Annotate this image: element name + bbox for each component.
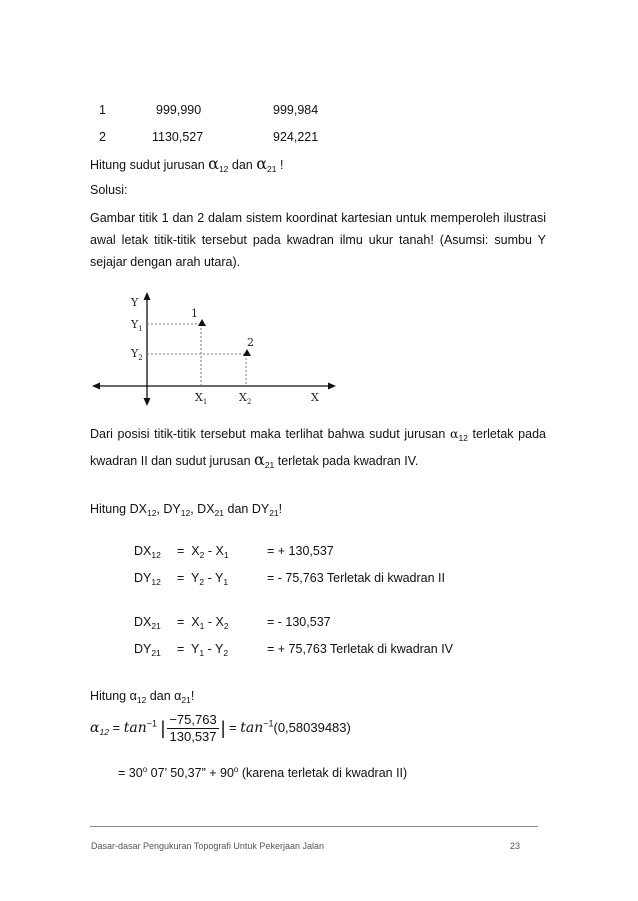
footer-title: Dasar-dasar Pengukuran Topografi Untuk Pekerjaan Jalan [91, 841, 324, 851]
alpha-subscript: 12 [218, 164, 229, 174]
footer-divider [90, 826, 538, 827]
difference-expression: = $Y_2 - Y_1$ [177, 571, 229, 587]
table-cell-x: 999,990 [156, 103, 202, 117]
hitung-alpha-heading: Hitung $\alpha_{12}$ dan $\alpha_{21}$! [90, 689, 195, 705]
y1-label: $Y_1$ [131, 318, 143, 333]
difference-row: $DY_{21}$ [134, 642, 161, 658]
table-cell-y: 924,221 [273, 130, 319, 144]
difference-result: = + 75,763 Terletak di kwadran IV [267, 642, 453, 656]
x-axis-label: X [311, 391, 319, 404]
difference-expression: = $X_2 - X_1$ [177, 544, 229, 560]
difference-expression: = $X_1 - X_2$ [177, 615, 229, 631]
table-cell-point: 1 [99, 103, 106, 117]
difference-expression: = $Y_1 - Y_2$ [177, 642, 229, 658]
paragraph-text: terletak pada kwadran II dan sudut jurusan [90, 427, 546, 468]
formula-alpha: α [90, 719, 100, 736]
alpha-symbol: α [254, 450, 265, 469]
formula-fraction: $\frac{-75,763}{130,537}$ [169, 712, 217, 744]
question-text: dan [228, 158, 257, 172]
point-2-label: 2 [247, 336, 254, 349]
page-number: 23 [510, 841, 521, 851]
y-axis-label: Y [131, 296, 139, 309]
position-paragraph [90, 423, 546, 476]
paragraph-text: terletak pada kwadran IV. [274, 454, 419, 468]
paragraph-text: Dari posisi titik-titik tersebut maka terlihat bahwa sudut jurusan [90, 427, 450, 441]
difference-result: = - 130,537 [267, 615, 331, 629]
table-cell-point: 2 [99, 130, 106, 144]
intro-paragraph: Gambar titik 1 dan 2 dalam sistem koordinat kartesian untuk memperoleh ilustrasi awal letak titik-titik tersebut pada kwadran ilmu ukur tanah! (Asumsi: sumbu Y sejajar dengan arah utara). [90, 211, 546, 269]
difference-result: = - 75,763 Terletak di kwadran II [267, 571, 445, 585]
y2-label: $Y_2$ [131, 347, 143, 362]
x-axis-arrow-right [328, 383, 336, 390]
question-text: ! [276, 158, 284, 172]
alpha-subscript: 12 [458, 433, 468, 443]
formula-value: (0,58039483) [273, 719, 351, 735]
table-cell-y: 999,984 [273, 103, 319, 117]
alpha-subscript: 21 [267, 164, 277, 174]
y-axis-arrow-down [144, 398, 151, 406]
solution-label: Solusi: [90, 183, 128, 197]
x2-label: $X_2$ [239, 391, 252, 406]
hitung-d-heading: Hitung $DX_{12}$, $DY_{12}$, $DX_{21}$ dan $DY_{21}$! [90, 502, 283, 518]
alpha-symbol: α [449, 426, 459, 441]
difference-row: $DY_{12}$ [134, 571, 161, 587]
point-1-marker [198, 319, 206, 326]
x1-label: $X_1$ [195, 391, 208, 406]
alpha-symbol: α [208, 154, 219, 173]
question-line [90, 154, 283, 174]
question-text: Hitung sudut jurusan [90, 158, 209, 172]
coordinate-figure [91, 290, 341, 414]
alpha-subscript: 21 [264, 460, 275, 470]
y-axis-arrow-up [144, 292, 151, 300]
formula-tan: tan [240, 719, 264, 736]
point-1-label: 1 [191, 307, 198, 320]
point-2-marker [243, 349, 251, 356]
table-cell-x: 1130,527 [152, 130, 204, 144]
difference-row: $DX_{21}$ [134, 615, 161, 631]
difference-result: = + 130,537 [267, 544, 334, 558]
difference-row: $DX_{12}$ [134, 544, 161, 560]
x-axis-arrow-left [92, 383, 100, 390]
alpha-symbol: α [256, 154, 268, 173]
result-line: = $30^o$ 07’ 50,37” + $90^o$ (karena terletak di kwadran II) [118, 765, 408, 780]
alpha-formula: $\alpha_{12} = \tan^{-1}$ | $\frac{-75,763}{130,537}$ | = $\tan^{-1}(0,58039483)$ [90, 712, 351, 744]
formula-tan: tan [123, 719, 147, 736]
